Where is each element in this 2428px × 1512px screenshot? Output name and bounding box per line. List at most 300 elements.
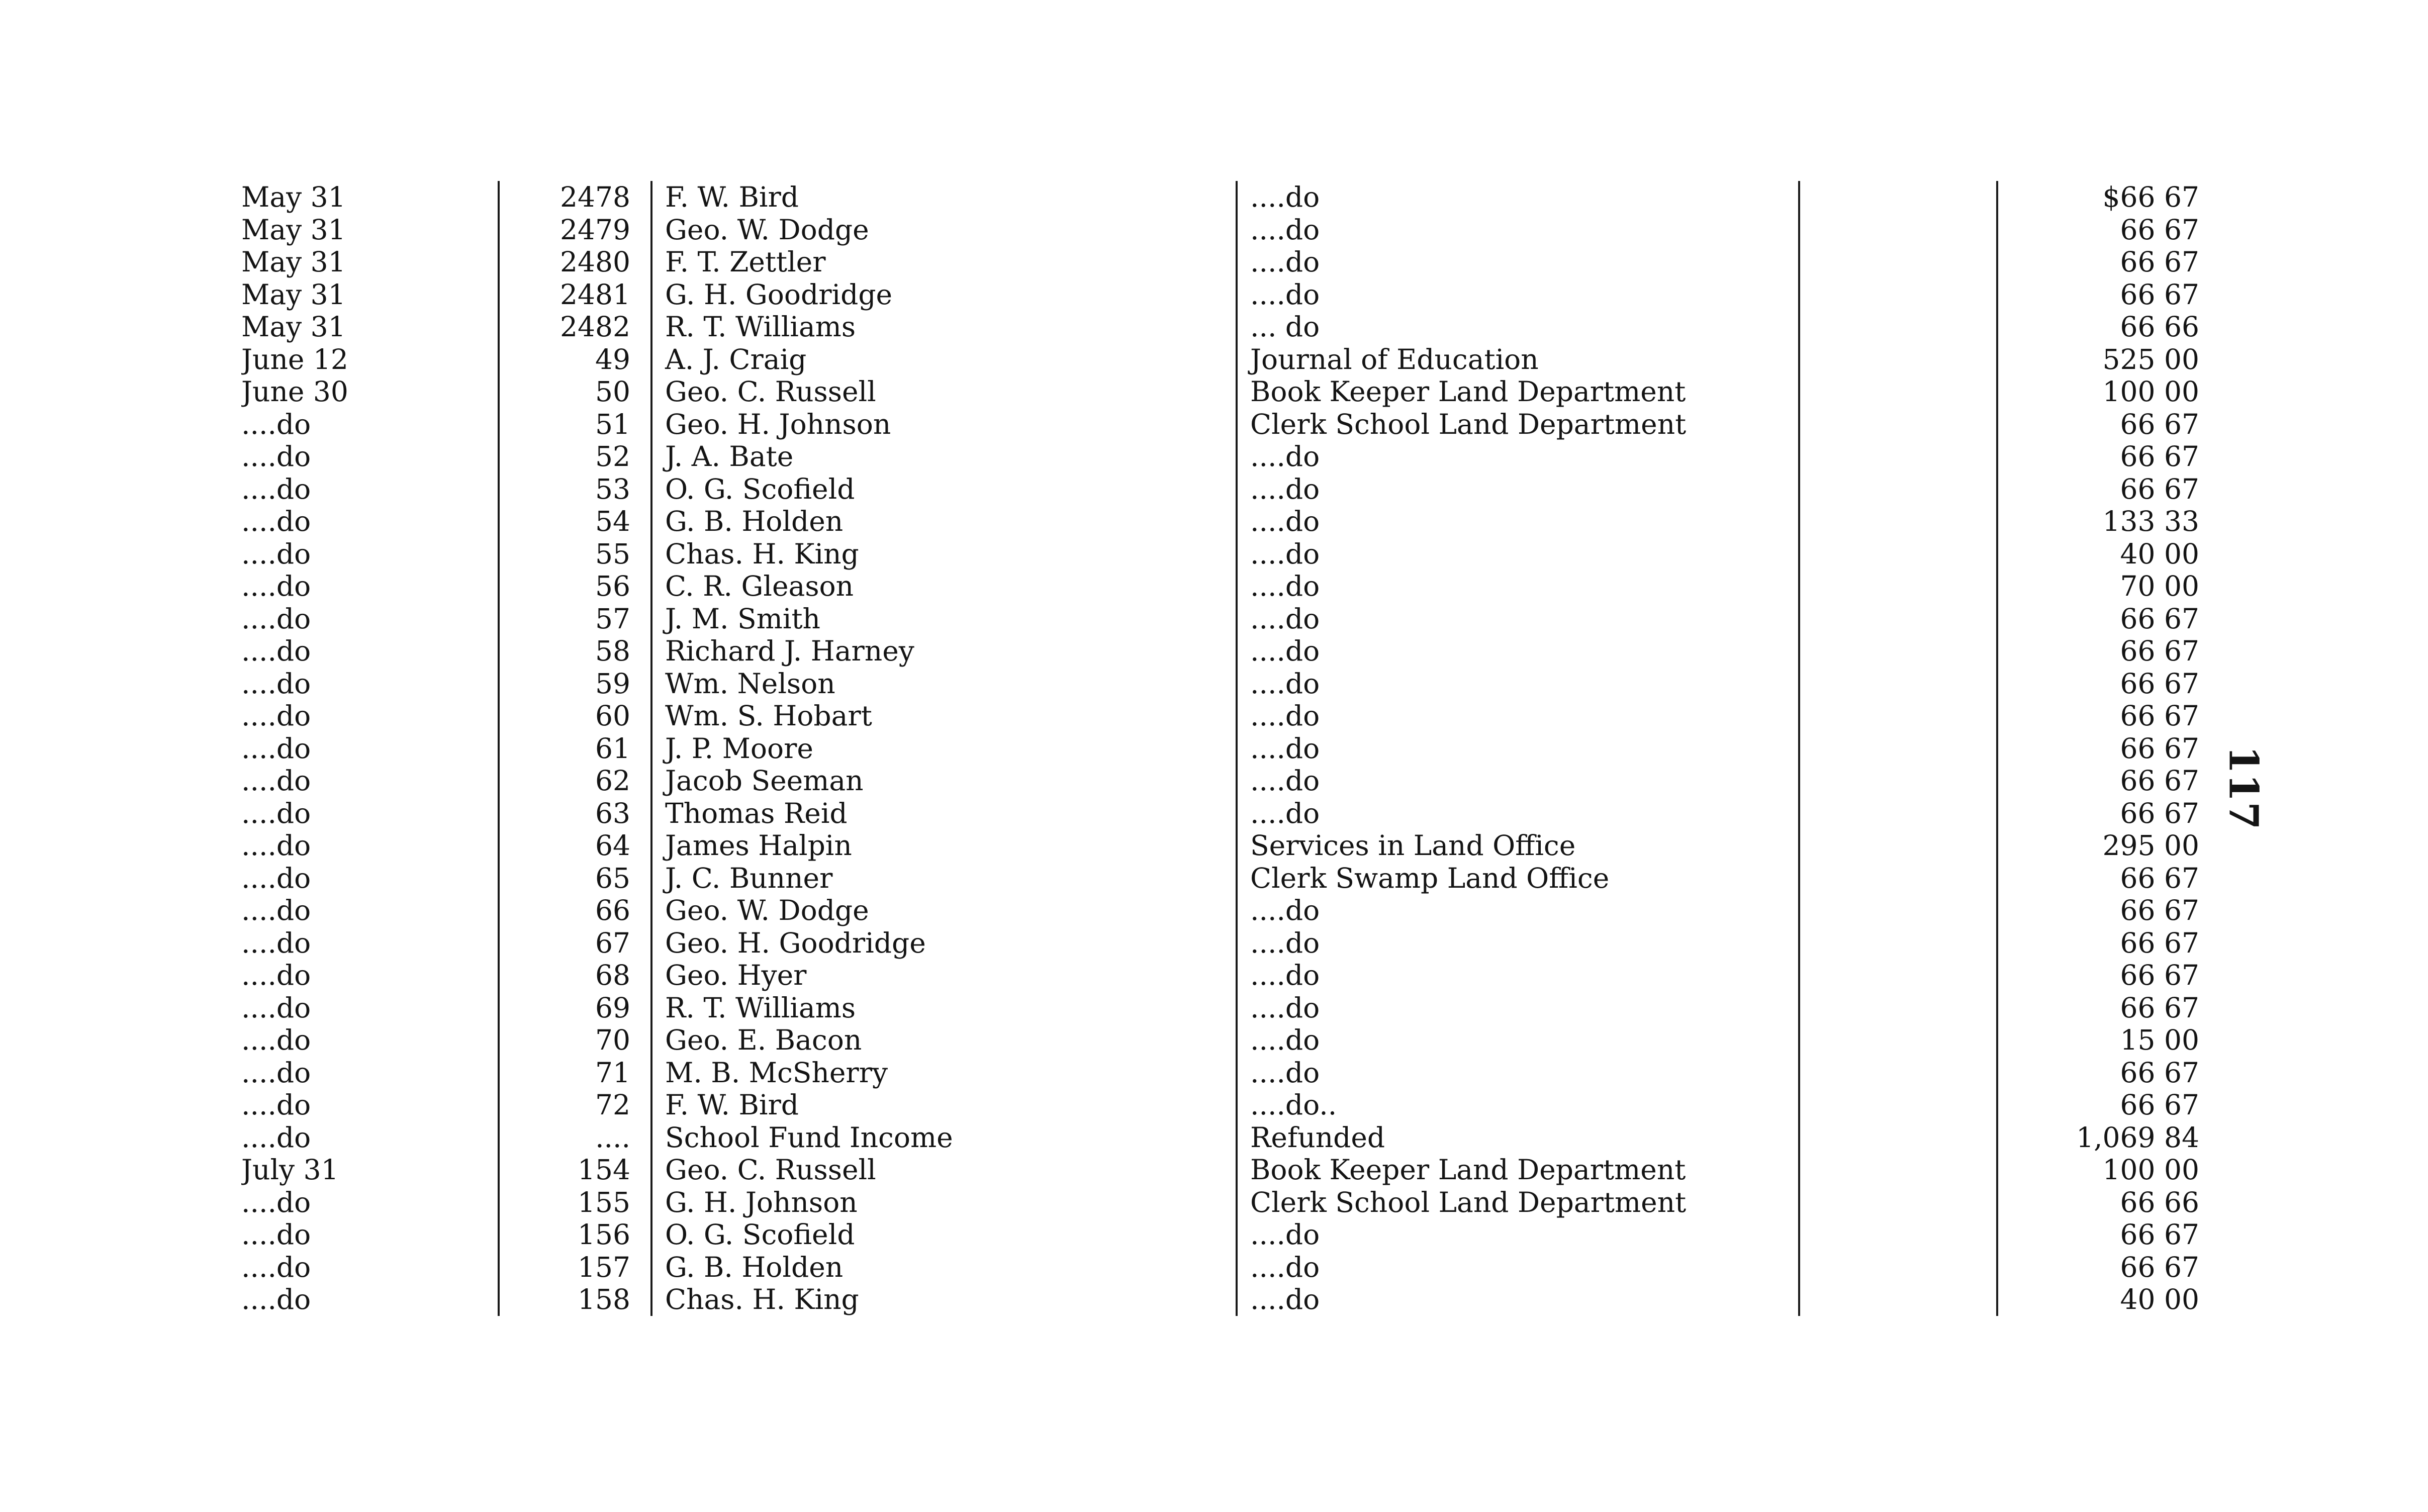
voucher-number-cell-text: 55 [595, 537, 630, 570]
payee-cell-text: Chas. H. King [665, 1283, 862, 1315]
blank-cell [1799, 862, 1997, 895]
blank-cell [1799, 1218, 1997, 1251]
blank-cell [1799, 246, 1997, 278]
voucher-number-cell [499, 246, 651, 278]
amount-cell-text: $66 67 [2102, 181, 2199, 213]
description-cell-text: Clerk School Land Department [1250, 1186, 1689, 1218]
description-cell [1237, 635, 1799, 668]
voucher-number-cell [499, 732, 651, 765]
date-cell-text: ....do [241, 1024, 314, 1056]
date-cell [241, 1089, 499, 1121]
amount-cell [1997, 635, 2219, 668]
voucher-number-cell [499, 797, 651, 830]
table-row [241, 700, 2219, 732]
voucher-number-cell [499, 214, 651, 246]
description-cell [1237, 829, 1799, 862]
payee-cell [651, 440, 1237, 473]
payee-cell [651, 473, 1237, 506]
date-cell [241, 246, 499, 278]
date-cell [241, 1283, 499, 1316]
date-cell-text: ....do [241, 797, 314, 829]
table-row [241, 473, 2219, 506]
payee-cell-text: J. M. Smith [665, 603, 823, 635]
amount-cell-text: 66 66 [2120, 311, 2199, 343]
voucher-number-cell [499, 765, 651, 797]
amount-cell-text: 66 67 [2120, 408, 2199, 440]
voucher-number-cell [499, 1154, 651, 1186]
payee-cell [651, 732, 1237, 765]
voucher-number-cell-text: 63 [595, 797, 630, 829]
description-cell [1237, 765, 1799, 797]
payee-cell [651, 700, 1237, 732]
table-row [241, 343, 2219, 376]
voucher-number-cell [499, 862, 651, 895]
voucher-number-cell-text: 53 [595, 472, 630, 505]
voucher-number-cell-text: 57 [595, 602, 630, 635]
payee-cell [651, 1218, 1237, 1251]
page-number: 117 [2220, 745, 2268, 830]
amount-cell-text: 15 00 [2120, 1024, 2199, 1056]
description-cell [1237, 797, 1799, 830]
description-cell-text: ....do [1250, 538, 1323, 570]
payee-cell [651, 505, 1237, 538]
date-cell-text: May 31 [241, 181, 349, 213]
amount-cell [1997, 408, 2219, 441]
amount-cell-text: 66 67 [2120, 797, 2199, 829]
description-cell-text: ....do [1250, 1218, 1323, 1251]
table-row [241, 992, 2219, 1024]
date-cell [241, 992, 499, 1024]
date-cell-text: ....do [241, 668, 314, 700]
amount-cell [1997, 440, 2219, 473]
blank-cell [1799, 894, 1997, 927]
amount-cell [1997, 700, 2219, 732]
payee-cell [651, 829, 1237, 862]
voucher-number-cell [499, 603, 651, 635]
date-cell-text: ....do [241, 1186, 314, 1218]
date-cell-text: May 31 [241, 311, 349, 343]
description-cell-text: Clerk Swamp Land Office [1250, 862, 1612, 894]
amount-cell-text: 66 67 [2120, 862, 2199, 894]
voucher-number-cell-text: 59 [595, 667, 630, 700]
payee-cell-text: G. H. Johnson [665, 1186, 861, 1218]
table-row [241, 603, 2219, 635]
voucher-number-cell [499, 343, 651, 376]
description-cell-text: Refunded [1250, 1121, 1388, 1154]
description-cell [1237, 538, 1799, 571]
payee-cell-text: Geo. W. Dodge [665, 894, 872, 926]
payee-cell-text: Geo. H. Johnson [665, 408, 894, 440]
voucher-number-cell-text: 52 [595, 440, 630, 472]
description-cell-text: ....do [1250, 505, 1323, 537]
voucher-number-cell [499, 1089, 651, 1121]
blank-cell [1799, 1057, 1997, 1089]
voucher-number-cell [499, 700, 651, 732]
payee-cell-text: F. W. Bird [665, 181, 802, 213]
amount-cell [1997, 311, 2219, 343]
payee-cell-text: O. G. Scofield [665, 473, 858, 505]
table-row [241, 538, 2219, 571]
table-row [241, 894, 2219, 927]
payee-cell-text: Geo. Hyer [665, 959, 809, 991]
description-cell [1237, 732, 1799, 765]
payee-cell-text: C. R. Gleason [665, 570, 857, 602]
description-cell [1237, 246, 1799, 278]
description-cell [1237, 1283, 1799, 1316]
amount-cell [1997, 181, 2219, 214]
description-cell [1237, 927, 1799, 960]
description-cell-text: ....do [1250, 214, 1323, 246]
blank-cell [1799, 732, 1997, 765]
payee-cell-text: Geo. C. Russell [665, 1154, 879, 1186]
table-row [241, 635, 2219, 668]
date-cell-text: ....do [241, 829, 314, 862]
description-cell [1237, 1251, 1799, 1284]
date-cell-text: ....do [241, 700, 314, 732]
description-cell-text: ....do [1250, 1057, 1323, 1089]
date-cell [241, 797, 499, 830]
voucher-number-cell-text: 65 [595, 862, 630, 894]
date-cell [241, 278, 499, 311]
date-cell [241, 829, 499, 862]
blank-cell [1799, 765, 1997, 797]
payee-cell-text: O. G. Scofield [665, 1218, 858, 1251]
voucher-number-cell [499, 894, 651, 927]
amount-cell [1997, 927, 2219, 960]
payee-cell-text: Wm. S. Hobart [665, 700, 875, 732]
description-cell-text: ....do [1250, 635, 1323, 667]
blank-cell [1799, 797, 1997, 830]
date-cell [241, 505, 499, 538]
voucher-number-cell [499, 570, 651, 603]
voucher-number-cell [499, 505, 651, 538]
voucher-number-cell [499, 829, 651, 862]
voucher-number-cell-text: 61 [595, 732, 630, 765]
voucher-number-cell [499, 1283, 651, 1316]
description-cell [1237, 473, 1799, 506]
amount-cell [1997, 765, 2219, 797]
amount-cell [1997, 1251, 2219, 1284]
voucher-number-cell-text: 2482 [560, 311, 630, 343]
description-cell [1237, 278, 1799, 311]
payee-cell-text: A. J. Craig [665, 343, 809, 375]
date-cell [241, 440, 499, 473]
date-cell [241, 862, 499, 895]
blank-cell [1799, 311, 1997, 343]
table-row [241, 214, 2219, 246]
table-row [241, 1089, 2219, 1121]
voucher-number-cell-text: 158 [578, 1283, 630, 1315]
amount-cell-text: 66 67 [2120, 1218, 2199, 1251]
voucher-number-cell-text: 2480 [560, 246, 630, 278]
payee-cell-text: James Halpin [665, 829, 855, 862]
amount-cell-text: 66 67 [2120, 602, 2199, 635]
payee-cell-text: School Fund Income [665, 1121, 956, 1154]
date-cell [241, 214, 499, 246]
description-cell-text: ... do [1250, 311, 1323, 343]
payee-cell [651, 1089, 1237, 1121]
date-cell [241, 473, 499, 506]
payee-cell [651, 1121, 1237, 1154]
payee-cell-text: Geo. C. Russell [665, 375, 879, 408]
date-cell-text: May 31 [241, 278, 349, 311]
description-cell-text: ....do [1250, 765, 1323, 797]
amount-cell [1997, 1121, 2219, 1154]
date-cell-text: ....do [241, 959, 314, 991]
table-row [241, 1057, 2219, 1089]
date-cell [241, 668, 499, 700]
voucher-number-cell-text: 155 [578, 1186, 630, 1218]
voucher-number-cell [499, 1121, 651, 1154]
payee-cell [651, 959, 1237, 992]
payee-cell-text: F. T. Zettler [665, 246, 829, 278]
payee-cell [651, 375, 1237, 408]
voucher-number-cell-text: 68 [595, 959, 630, 991]
description-cell-text: ....do [1250, 246, 1323, 278]
voucher-number-cell-text: 58 [595, 635, 630, 667]
date-cell-text: ....do [241, 473, 314, 505]
amount-cell [1997, 862, 2219, 895]
amount-cell [1997, 570, 2219, 603]
description-cell-text: ....do [1250, 473, 1323, 505]
blank-cell [1799, 181, 1997, 214]
date-cell [241, 311, 499, 343]
date-cell-text: ....do [241, 1121, 314, 1154]
date-cell [241, 700, 499, 732]
table-row [241, 797, 2219, 830]
blank-cell [1799, 1186, 1997, 1219]
voucher-number-cell-text: 50 [595, 375, 630, 408]
ledger-table [241, 181, 2219, 1316]
blank-cell [1799, 440, 1997, 473]
payee-cell-text: R. T. Williams [665, 992, 859, 1024]
amount-cell-text: 66 67 [2120, 959, 2199, 991]
amount-cell [1997, 538, 2219, 571]
payee-cell [651, 408, 1237, 441]
voucher-number-cell [499, 473, 651, 506]
description-cell [1237, 1057, 1799, 1089]
amount-cell-text: 100 00 [2102, 375, 2199, 408]
description-cell [1237, 959, 1799, 992]
voucher-number-cell [499, 408, 651, 441]
amount-cell-text: 66 67 [2120, 213, 2199, 246]
voucher-number-cell-text: 66 [595, 894, 630, 926]
voucher-number-cell [499, 1024, 651, 1057]
payee-cell-text: M. B. McSherry [665, 1057, 891, 1089]
blank-cell [1799, 505, 1997, 538]
date-cell-text: May 31 [241, 246, 349, 278]
voucher-number-cell-text: 69 [595, 991, 630, 1024]
payee-cell-text: G. B. Holden [665, 1251, 846, 1283]
description-cell [1237, 1089, 1799, 1121]
description-cell [1237, 181, 1799, 214]
ledger-body [241, 181, 2219, 1316]
description-cell-text: ....do [1250, 992, 1323, 1024]
description-cell-text: ....do [1250, 181, 1323, 213]
payee-cell-text: Geo. E. Bacon [665, 1024, 865, 1056]
amount-cell-text: 66 67 [2120, 1251, 2199, 1283]
amount-cell-text: 1,069 84 [2076, 1121, 2199, 1154]
voucher-number-cell [499, 1186, 651, 1219]
voucher-number-cell [499, 1057, 651, 1089]
payee-cell [651, 278, 1237, 311]
description-cell-text: ....do [1250, 700, 1323, 732]
description-cell-text: Clerk School Land Department [1250, 408, 1689, 440]
payee-cell [651, 635, 1237, 668]
table-row [241, 927, 2219, 960]
description-cell-text: ....do [1250, 1024, 1323, 1056]
description-cell-text: Journal of Education [1250, 343, 1542, 375]
date-cell-text: ....do [241, 927, 314, 959]
description-cell-text: ....do [1250, 278, 1323, 311]
blank-cell [1799, 603, 1997, 635]
voucher-number-cell [499, 375, 651, 408]
date-cell-text: ....do [241, 635, 314, 667]
amount-cell [1997, 894, 2219, 927]
voucher-number-cell-text: 2478 [560, 181, 630, 213]
amount-cell-text: 295 00 [2102, 829, 2199, 862]
voucher-number-cell-text: 70 [595, 1024, 630, 1056]
description-cell [1237, 1218, 1799, 1251]
date-cell-text: June 30 [241, 375, 351, 408]
voucher-number-cell [499, 959, 651, 992]
date-cell [241, 603, 499, 635]
payee-cell [651, 992, 1237, 1024]
amount-cell [1997, 246, 2219, 278]
voucher-number-cell [499, 311, 651, 343]
blank-cell [1799, 343, 1997, 376]
payee-cell [651, 1057, 1237, 1089]
blank-cell [1799, 538, 1997, 571]
table-row [241, 1186, 2219, 1219]
date-cell-text: ....do [241, 1283, 314, 1315]
voucher-number-cell-text: .... [595, 1121, 630, 1154]
date-cell [241, 1057, 499, 1089]
amount-cell [1997, 505, 2219, 538]
payee-cell-text: Jacob Seeman [665, 765, 867, 797]
date-cell [241, 959, 499, 992]
date-cell-text: ....do [241, 894, 314, 926]
voucher-number-cell [499, 927, 651, 960]
date-cell [241, 635, 499, 668]
date-cell [241, 1154, 499, 1186]
date-cell [241, 408, 499, 441]
payee-cell-text: G. H. Goodridge [665, 278, 895, 311]
description-cell [1237, 375, 1799, 408]
amount-cell-text: 40 00 [2120, 1283, 2199, 1315]
amount-cell-text: 66 67 [2120, 894, 2199, 926]
amount-cell-text: 66 66 [2120, 1186, 2199, 1218]
date-cell-text: ....do [241, 862, 314, 894]
payee-cell [651, 181, 1237, 214]
table-row [241, 246, 2219, 278]
voucher-number-cell [499, 440, 651, 473]
blank-cell [1799, 635, 1997, 668]
payee-cell [651, 343, 1237, 376]
amount-cell [1997, 473, 2219, 506]
blank-cell [1799, 1089, 1997, 1121]
date-cell [241, 375, 499, 408]
voucher-number-cell-text: 54 [595, 505, 630, 537]
payee-cell [651, 797, 1237, 830]
date-cell-text: ....do [241, 732, 314, 765]
amount-cell-text: 66 67 [2120, 278, 2199, 311]
payee-cell [651, 1283, 1237, 1316]
voucher-number-cell [499, 635, 651, 668]
table-row [241, 765, 2219, 797]
payee-cell-text: R. T. Williams [665, 311, 859, 343]
table-row [241, 1154, 2219, 1186]
payee-cell-text: F. W. Bird [665, 1089, 802, 1121]
blank-cell [1799, 1121, 1997, 1154]
payee-cell [651, 603, 1237, 635]
amount-cell-text: 66 67 [2120, 765, 2199, 797]
amount-cell [1997, 1186, 2219, 1219]
date-cell [241, 1218, 499, 1251]
amount-cell [1997, 278, 2219, 311]
payee-cell [651, 668, 1237, 700]
blank-cell [1799, 1154, 1997, 1186]
payee-cell [651, 862, 1237, 895]
payee-cell [651, 894, 1237, 927]
payee-cell-text: Wm. Nelson [665, 668, 838, 700]
table-row [241, 1024, 2219, 1057]
amount-cell [1997, 959, 2219, 992]
amount-cell-text: 66 67 [2120, 1089, 2199, 1121]
date-cell-text: ....do [241, 538, 314, 570]
voucher-number-cell-text: 2481 [560, 278, 630, 311]
voucher-number-cell-text: 56 [595, 570, 630, 602]
amount-cell-text: 66 67 [2120, 246, 2199, 278]
description-cell-text: ....do [1250, 797, 1323, 829]
voucher-number-cell-text: 157 [578, 1251, 630, 1283]
date-cell [241, 1251, 499, 1284]
description-cell [1237, 862, 1799, 895]
date-cell [241, 343, 499, 376]
table-row [241, 732, 2219, 765]
date-cell [241, 732, 499, 765]
description-cell [1237, 700, 1799, 732]
amount-cell [1997, 1089, 2219, 1121]
voucher-number-cell [499, 278, 651, 311]
description-cell-text: ....do [1250, 603, 1323, 635]
voucher-number-cell-text: 67 [595, 926, 630, 959]
amount-cell-text: 66 67 [2120, 1056, 2199, 1089]
voucher-number-cell-text: 71 [595, 1056, 630, 1089]
amount-cell [1997, 797, 2219, 830]
payee-cell-text: Chas. H. King [665, 538, 862, 570]
amount-cell-text: 525 00 [2102, 343, 2199, 375]
date-cell [241, 1121, 499, 1154]
amount-cell-text: 70 00 [2120, 570, 2199, 602]
date-cell [241, 1024, 499, 1057]
voucher-number-cell-text: 154 [578, 1154, 630, 1186]
date-cell [241, 1186, 499, 1219]
payee-cell [651, 246, 1237, 278]
payee-cell-text: Geo. H. Goodridge [665, 927, 929, 959]
voucher-number-cell [499, 668, 651, 700]
blank-cell [1799, 278, 1997, 311]
payee-cell-text: G. B. Holden [665, 505, 846, 537]
amount-cell [1997, 1218, 2219, 1251]
description-cell-text: ....do [1250, 732, 1323, 765]
amount-cell [1997, 343, 2219, 376]
amount-cell-text: 66 67 [2120, 635, 2199, 667]
amount-cell-text: 66 67 [2120, 926, 2199, 959]
description-cell [1237, 505, 1799, 538]
date-cell [241, 570, 499, 603]
blank-cell [1799, 959, 1997, 992]
